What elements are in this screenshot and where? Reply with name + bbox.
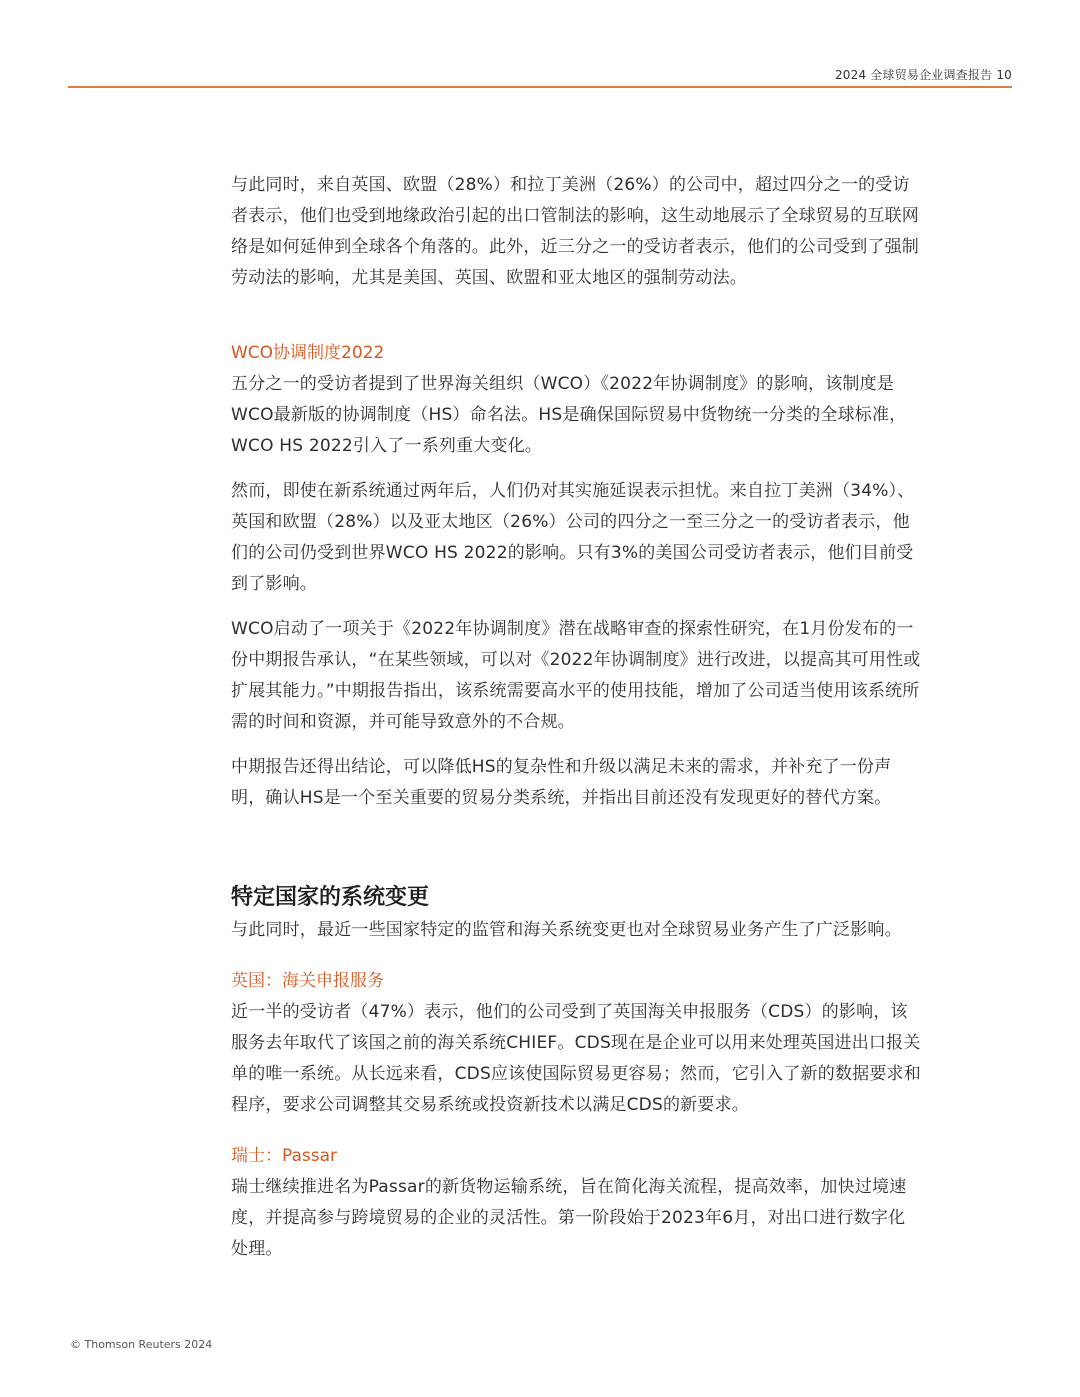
header-title: 2024 全球贸易企业调查报告 10: [834, 68, 1012, 82]
wco-heading: WCO协调制度2022: [231, 343, 385, 363]
wco-paragraph-4: 中期报告还得出结论，可以降低HS的复杂性和升级以满足未来的需求，并补充了一份声明，确认HS是一个至关重要的贸易分类系统，并指出目前还没有发现更好的替代方案。: [231, 757, 892, 808]
wco-paragraph-2: 然而，即使在新系统通过两年后，人们仍对其实施延误表示担忧。来自拉丁美洲（34%）、英国和欧盟（28%）以及亚太地区（26%）公司的四分之一至三分之一的受访者表示，他们的公司仍受到世界WCO HS 2022的影响。只有3%的美国公司受访者表示，他们目前受到了影响。: [231, 481, 915, 594]
uk-heading: 英国：海关申报服务: [231, 971, 384, 991]
main-content: [231, 170, 921, 1265]
page-header: [68, 64, 1012, 88]
intro-paragraph: 与此同时，来自英国、欧盟（28%）和拉丁美洲（26%）的公司中，超过四分之一的受访者表示，他们也受到地缘政治引起的出口管制法的影响，这生动地展示了全球贸易的互联网络是如何延伸到全球各个角落的。此外，近三分之一的受访者表示，他们的公司受到了强制劳动法的影响，尤其是美国、英国、欧盟和亚太地区的强制劳动法。: [231, 175, 919, 288]
country-section-intro: 与此同时，最近一些国家特定的监管和海关系统变更也对全球贸易业务产生了广泛影响。: [231, 920, 902, 940]
uk-paragraph: 近一半的受访者（47%）表示，他们的公司受到了英国海关申报服务（CDS）的影响，该服务去年取代了该国之前的海关系统CHIEF。CDS现在是企业可以用来处理英国进出口报关单的唯一系统。从长远来看，CDS应该使国际贸易更容易；然而，它引入了新的数据要求和程序，要求公司调整其交易系统或投资新技术以满足CDS的新要求。: [231, 1002, 921, 1115]
footer-copyright: © Thomson Reuters 2024: [70, 1338, 213, 1351]
country-section-heading: 特定国家的系统变更: [231, 885, 430, 910]
switzerland-heading: 瑞士：Passar: [231, 1146, 338, 1166]
switzerland-paragraph: 瑞士继续推进名为Passar的新货物运输系统，旨在简化海关流程，提高效率，加快过境速度，并提高参与跨境贸易的企业的灵活性。第一阶段始于2023年6月，对出口进行数字化处理。: [231, 1177, 907, 1259]
wco-paragraph-3: WCO启动了一项关于《2022年协调制度》潜在战略审查的探索性研究，在1月份发布的一份中期报告承认，“在某些领域，可以对《2022年协调制度》进行改进，以提高其可用性或扩展其能力。”中期报告指出，该系统需要高水平的使用技能，增加了公司适当使用该系统所需的时间和资源，并可能导致意外的不合规。: [231, 619, 921, 732]
wco-paragraph-1: 五分之一的受访者提到了世界海关组织（WCO）《2022年协调制度》的影响，该制度是WCO最新版的协调制度（HS）命名法。HS是确保国际贸易中货物统一分类的全球标准，WCO HS 2022引入了一系列重大变化。: [231, 374, 907, 456]
